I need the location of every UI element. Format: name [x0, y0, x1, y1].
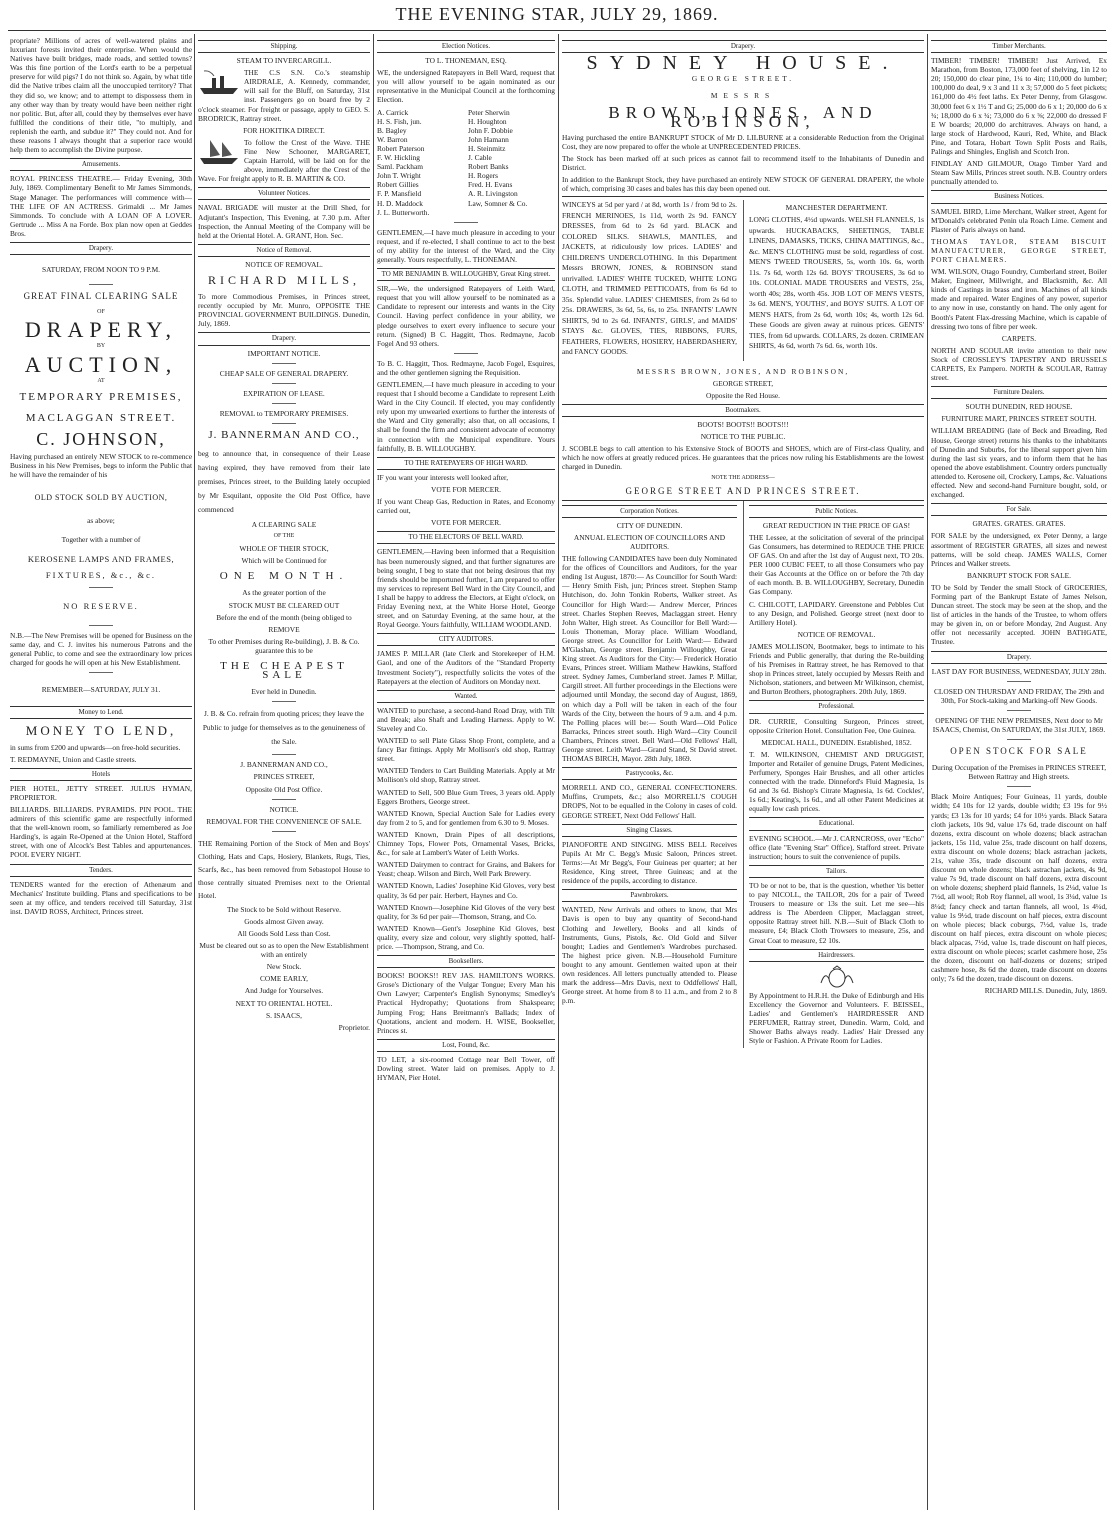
ad-line: A CLEARING SALE	[251, 520, 317, 529]
ad-line: CARPETS.	[1001, 333, 1037, 343]
section-header-removal: Notice of Removal.	[198, 244, 370, 257]
ad-headline-johnson: C. JOHNSON,	[36, 428, 166, 449]
ad-headline: OPEN STOCK FOR SALE	[950, 746, 1088, 757]
section-header-wanted: Wanted.	[377, 690, 555, 703]
ad-headline: STEAM TO INVERCARGILL.	[236, 56, 332, 66]
separator	[454, 353, 478, 354]
ad-body: WE, the undersigned Ratepayers in Bell Ward, request that you will allow yourself to be again nominated as our representative in the Municipal Council at the forthcoming Election.	[377, 68, 555, 105]
ad-body: WILLIAM BREADING (late of Beck and Breading, Red House, George street) returns his thanks to the inhabitants of Dunedin and Suburbs, for the liberal support given him during the last six years, and to inform them that he has opened the above establishment. Country orders punctually attended to. Kerosene oil, Crockery, Lamps, &c. Valuations effected. New and second-hand Furniture bought, sold, or exchanged.	[931, 426, 1107, 500]
ad-headline-brown-jones-robinson: BROWN, JONES, AND ROBINSON,	[608, 103, 878, 132]
ad-line: Opposite Old Post Office.	[245, 784, 323, 794]
ad-headline: TO MR BENJAMIN B. WILLOUGHBY, Great King street.	[377, 268, 555, 281]
separator	[89, 284, 113, 285]
ad-line: New Stock.	[266, 962, 302, 972]
column-divider	[558, 34, 559, 1510]
signatory: F. W. Hickling	[377, 153, 420, 163]
ad-line: AT	[97, 377, 105, 384]
ad-line: GRATES. GRATES. GRATES.	[972, 519, 1066, 529]
ad-line: Ever held in Dunedin.	[251, 687, 317, 697]
ad-line: OLD STOCK SOLD BY AUCTION,	[34, 493, 168, 503]
ad-line: BY	[96, 343, 106, 350]
separator	[272, 403, 296, 404]
editorial-text: propriate? Millions of acres of well-watered plains and luxuriant forests invited their enterprise. When would the Natives have built bridges, made roads, and settled towns? Was this fine portion of the Lord's earth to be a perpetual preserve for wild pigs? I do not think so. Again, by what title did the Native tribes claim all the unoccupied territory? That they did so, we know; and to attempt to dispossess them in any other way than by treaty would have been neither right nor politic. But, after all, could they by themselves ever have fulfilled the conditions of their title, "to multiply, and replenish the earth, and subdue it?" They could not. And for these reasons I always thought that a superior race would help them to accomplish the Divine purpose.	[10, 36, 192, 155]
ad-line: WHOLE OF THEIR STOCK,	[239, 544, 329, 554]
ad-body: MORRELL AND CO., GENERAL CONFECTIONERS. Muffins, Crumpets, &c.; also MORRELL'S COUGH DROPS, Not to be equalled in the Colony in cases of cold. GEORGE STREET, Next Odd Fellows' Hall.	[562, 783, 737, 820]
ad-line: COME EARLY,	[260, 974, 308, 984]
section-header-hotels: Hotels	[10, 768, 192, 781]
separator	[1007, 739, 1031, 740]
section-header-furniture: Furniture Dealers.	[931, 386, 1107, 399]
ad-line: CLOSED ON THURSDAY AND FRIDAY, The 29th and 30th, For Stock-taking and Marking-off New Goods.	[933, 686, 1104, 705]
column-divider	[373, 34, 374, 1510]
ad-body: To B. C. Haggitt, Thos. Redmayne, Jacob Fogel, Esquires, and the other gentlemen signing the Requisition.	[377, 358, 555, 377]
section-header-educational: Educational.	[749, 817, 924, 830]
section-header-shipping: Shipping.	[198, 40, 370, 53]
ad-line: REMEMBER—SATURDAY, JULY 31.	[41, 685, 161, 695]
wanted-ad: WANTED Known—Josephine Kid Gloves of the very best quality, for 3s 6d per pair—Thomson, Strang, and Co.	[377, 902, 555, 921]
signatory: H. Rogers	[468, 171, 498, 181]
wanted-ad: WANTED Dairymen to contract for Grains, and Bakers for Yeast; cheap. Wilson and Birch, Well Park Brewery.	[377, 860, 555, 879]
section-header-lost-found: Lost, Found, &c.	[377, 1039, 555, 1052]
signatory: Robert Banks	[468, 162, 509, 172]
ad-line: EXPIRATION OF LEASE.	[243, 388, 325, 398]
ad-line: STOCK MUST BE CLEARED OUT	[228, 600, 340, 610]
ad-body: SAMUEL BIRD, Lime Merchant, Walker street, Agent for M'Donald's celebrated Penin ula Roach Lime. Cement and Plaster of Paris always on hand.	[931, 206, 1107, 234]
section-header-amusements: Amusements.	[10, 158, 192, 171]
ad-line: CITY OF DUNEDIN.	[616, 520, 683, 530]
wanted-ad: WANTED Tenders to Cart Building Materials. Apply at Mr Mollison's old shop, Rattray street.	[377, 766, 555, 785]
hotel-ad: PIER HOTEL, JETTY STREET. JULIUS HYMAN, PROPRIETOR.	[10, 783, 192, 802]
ad-line: ONE MONTH.	[219, 570, 349, 583]
signatory: Peter Sherwin	[468, 107, 510, 117]
notices-split	[562, 500, 924, 1049]
ad-body: The Stock has been marked off at such prices as cannot fail to recommend itself to the Inhabitants of Dunedin and District.	[562, 153, 924, 172]
ad-body: BOOKS! BOOKS!! REV JAS. HAMILTON'S WORKS. Grose's Dictionary of the Vulgar Tongue; Every Man his Own Lawyer; Carpenter's English Synonyms; Smedley's Practical Hydropathy; Quotations from Shakspeare; Jumping Frog; Hans Breitmann's Ballads; Index of Quotations, ancient and modern. H. WISE, Bookseller, Princes st.	[377, 971, 555, 1035]
ad-line: OF THE	[273, 533, 295, 540]
ad-body: beg to announce that, in consequence of their Lease having expired, they have removed from their late premises, Princes street, to the Building lately occupied by Mr Esquilant, opposite the Old Post Office, have commenced	[198, 449, 370, 514]
section-header-money: Money to Lend.	[10, 706, 192, 719]
ad-line: As the greater portion of the	[242, 588, 326, 598]
section-header-auditors: CITY AUDITORS.	[377, 633, 555, 646]
ad-body: Black Moire Antiques; Four Guineas, 11 yards, double width; £4 10s for 12 yards, double width; £3 19s for 9½ yards; £3 13s for 10 yards; £4 for 10½ yards. Black Satara cloth jackets, 10s 9d, value 17s 6d, trade discount on half dozens, extra discount on whole dozens; black astrachan jackets, 15s 11d, value 25s, trade discount on half dozens, extra discount on whole dozens; black astrachan jackets, 21s, value 35s, trade discount on half dozens, extra discount on whole dozens; black astrachan jackets, 4s 9d, value 7s 9d, trade discount on half dozens, extra discount on whole dozens; shepherd plaid flannels, 1s 2¼d, value 1s 7½d, all wool; Rob Roy flannel, all wool, 1s 3¼d, value 1s 8¼d; fancy check and tartan flannels, all wool, 1s 4¼d, value 1s 9½d, trade discount on half pieces, extra discount on whole pieces; black coburgs, 7½d, value 1s, trade discount on half pieces, extra discount on whole pieces; black alpacas, 7½d, value 1s, trade discount on half pieces, extra discount on whole pieces; scarlet cashmere hose, 25s the dozen, discount on half-dozens or dozens; striped cashmere hose, 8s 6d the dozen, trade discount on dozens only; 7s 6d the dozen, trade discount on dozens.	[931, 792, 1107, 984]
ad-headline: MONEY TO LEND,	[25, 723, 177, 739]
ad-line: Goods almost Given away.	[244, 916, 324, 926]
ad-line: VOTE FOR MERCER.	[430, 518, 501, 528]
column-1	[10, 36, 192, 1508]
ad-line: NO RESERVE.	[63, 600, 139, 611]
section-header-for-sale: For Sale.	[931, 503, 1107, 516]
ad-body: By Appointment to H.R.H. the Duke of Edinburgh and His Excellency the Governor and Volunteers. F. BEISSEL, Ladies' and Gentlemen's HAIRDRESSER AND PERFUMER, Rattray street, Dunedin. Warm, Cold, and Shower Baths always ready. Ladies' Hair Dressed any Style or Fashion. A Private Room for Ladies.	[749, 990, 924, 1046]
ad-body: THOMAS TAYLOR, STEAM BISCUIT MANUFACTURER, GEORGE STREET, PORT CHALMERS.	[931, 236, 1107, 264]
ad-line: Together with a number of	[61, 535, 141, 545]
signatory: H. D. Maddock	[377, 198, 423, 208]
ad-line: MANCHESTER DEPARTMENT.	[785, 203, 888, 213]
separator	[89, 625, 113, 626]
ad-headline: TO THE RATEPAYERS OF HIGH WARD.	[377, 457, 555, 470]
signatory: B. Bagley	[377, 125, 407, 135]
ad-line: BOOTS! BOOTS!! BOOTS!!!	[697, 420, 789, 429]
ad-line: REMOVE	[268, 624, 300, 634]
ad-body: C. CHILCOTT, LAPIDARY. Greenstone and Pebbles Cut to any Design, and Polished. George street (next door to Artillery Hotel).	[749, 599, 924, 627]
column-5	[931, 36, 1107, 1508]
ad-body: J. SCOBLE begs to call attention to his Extensive Stock of BOOTS and SHOES, which are of First-class Quality, and which he now offers at greatly reduced prices. He guarantees that the prices now ruling his Establishments are the lowest charged in Dunedin.	[562, 444, 924, 472]
ad-body: THE Remaining Portion of the Stock of Men and Boys' Clothing, Hats and Caps, Hosiery, Blankets, Rugs, Ties, Scarfs, &c., has been removed from Sebastopol House to those centrally situated Premises next to the Oriental Hotel.	[198, 838, 370, 900]
section-header-professional: Professional.	[749, 700, 924, 713]
ad-body: GENTLEMEN,—Having been informed that a Requisition has been numerously signed, and that further signatures are being sought, I beg to state that not being desirous that my friends should be importuned further, I am prepared to offer my services to represent Bell Ward in the City Council, and I shall be happy to address the Electors, at Eight o'clock, on Friday Evening next, at the White Horse Hotel, George street, and on Saturday Evening, at the same hour, at the Royal George. Yours faithfully, WILLIAM WOODLAND.	[377, 547, 555, 630]
ad-body: NAVAL BRIGADE will muster at the Drill Shed, for Adjutant's Inspection, This Evening, at 7.30 p.m. After Inspection, the Annual Meeting of the Company will be held at the Oriental Hotel. A. GRANT, Hon. Sec.	[198, 203, 370, 240]
ad-signature: RICHARD MILLS. Dunedin, July, 1869.	[984, 986, 1107, 996]
separator	[1007, 710, 1031, 711]
ad-headline: TO L. THONEMAN, ESQ.	[425, 56, 507, 66]
ad-body: THE following CANDIDATES have been duly Nominated for the offices of Councillors and Auditors, for the year ending 1st August, 1870:— As Councillor for South Ward:— Henry Smith Fish, jun; Princes street. Stephen Stamp Hutchison, do. John Tonkin Roberts, Walker street. As Councillor for High Ward:— Andrew Mercer, Princes street. Charles Stephen Reeves, Maclaggan street. Henry John Walter, High street. As Councillor for Bell Ward:— Louis Thoneman, Moray place. William Woodland, George street. As Councillor for Leith Ward:— Edward M'Glashan, George street. Benjamin Willoughby, Great King street. As Auditors for the City:— Frederick Horatio Evans, Princes street. William Mathew Hawkins, Stafford street. Sydney James, Cumberland street. James P. Millar, Cargill street. All further proceedings in the Elections were adjourned until Monday, the second day of August, 1869, on which day a Poll will be taken in each of the four Wards of the City, between the hours of 9 a.m. and 4 p.m. The Polling places will be:— South Ward—Old Police Barracks, Princes street south. High Ward—City Council Chambers, Princes street. Bell Ward—Old Fellows' Hall, George street. Leith Ward—Grand Stand, St David street. THOMAS BIRCH, Mayor. 28th July, 1869.	[562, 554, 737, 764]
ad-body: WINCEYS at 5d per yard / at 8d, worth 1s / from 9d to 2s. FRENCH MERINOES, 1s 11d, worth 2s 9d. FANCY DRESSES, from 6d to 2s 6d yard. BLACK and COLORED SILKS. SHAWLS, MANTLES, and JACKETS, at ridiculously low prices. LADIES' and CHILDREN'S UNDERCLOTHING. In this Department Messrs BROWN, JONES, & ROBINSON stand unrivalled. LADIES' WHITE TUCKED, WHITE LONG CLOTH, and TRIMMED PETTICOATS, from 6s 6d to 35s. Splendid value. LADIES' CHEMISES, from 2s 6d to 25s. DRAWERS, 3s 6d, 5s, 6s, to 25s. INFANTS' LAWN SHIRTS, 9d to 2s 6d. INFANTS', GIRLS', and MAIDS' STAYS &c. GLOVES, TIES, RIBBONS, FURS, FEATHERS, FLOWERS, HOSIERY, HABERDASHERY, and FANCY GOODS.	[562, 200, 737, 357]
section-header-volunteer: Volunteer Notices.	[198, 187, 370, 200]
section-header-bootmakers: Bootmakers.	[562, 404, 924, 417]
ad-body: NORTH AND SCOULAR invite attention to their new Stock of CROSSLEY'S TAPESTRY AND BRUSSELS CARPETS, Ex Pampero. NORTH & SCOULAR, Rattray street.	[931, 345, 1107, 383]
section-header-business: Business Notices.	[931, 190, 1107, 203]
separator	[1007, 681, 1031, 682]
separator	[272, 799, 296, 800]
ad-line: FURNITURE MART, PRINCES STREET SOUTH.	[941, 414, 1097, 424]
section-header-drapery: Drapery.	[10, 242, 192, 255]
royal-crest-icon	[807, 965, 867, 989]
ad-line: PRINCES STREET,	[253, 772, 315, 782]
column-2	[198, 36, 370, 1508]
ad-line: The Stock to be Sold without Reserve.	[227, 904, 341, 914]
ad-line: Before the end of the month (being obliged to	[216, 612, 352, 622]
ad-body: T. M. WILKINSON, CHEMIST AND DRUGGIST, Importer and Retailer of genuine Drugs, Patent Medicines, Perfumery, Sponges Hair Brushes, and all other articles connected with the trade. Dinneford's Fluid Magnesia, 1s 6d and 3s 6d. Bishop's Citrate Magnesia, 1s 6d. Cockles', 1s 6d.; Keating's, 1s 6d., and all other Patent Medicines at equally low cash prices.	[749, 749, 924, 814]
signatory-list	[377, 108, 555, 217]
ad-line: THE CHEAPEST SALE	[220, 660, 348, 682]
separator	[272, 754, 296, 755]
ad-body: JAMES P. MILLAR (late Clerk and Storekeeper of H.M. Gaol, and one of the Auditors of the "Standard Property Investment Society"), respectfully solicits the votes of the Ratepayers at the election of Auditors on Monday next.	[377, 649, 555, 686]
ad-line: FIXTURES, &c., &c.	[45, 569, 157, 580]
ad-line: GEORGE STREET AND PRINCES STREET.	[625, 485, 861, 496]
ad-headline: GREAT FINAL CLEARING SALE	[23, 291, 179, 302]
ad-body: If you want Cheap Gas, Reduction in Rates, and Economy carried out,	[377, 497, 555, 516]
separator	[272, 423, 296, 424]
section-header-public: Public Notices.	[749, 505, 924, 518]
ad-line: LAST DAY FOR BUSINESS, WEDNESDAY, JULY 28th.	[931, 666, 1107, 676]
signatory: Law, Somner & Co.	[468, 198, 528, 208]
ad-line: OF	[97, 309, 105, 316]
ad-body: To more Commodious Premises, in Princes street, recently occupied by Mr. Munro, OPPOSITE THE PROVINCIAL GOVERNMENT BUILDINGS. Dunedin, July, 1869.	[198, 292, 370, 329]
ad-line: J. B. & Co. refrain from quoting prices; they leave the Public to judge for themselves as to the genuineness of the Sale.	[202, 709, 366, 747]
section-header-singing: Singing Classes.	[562, 824, 737, 837]
top-rule	[8, 30, 1106, 31]
signatory: John F. Dobbie	[468, 125, 513, 135]
section-header-hairdressers: Hairdressers.	[749, 949, 924, 962]
ad-line: MESSRS	[710, 91, 776, 101]
wanted-ad: WANTED to purchase, a second-hand Road Dray, with Tilt and Break; also Shaft and Leading Harness. Apply to W. Staveley and Co.	[377, 705, 555, 733]
wanted-ad: WANTED to Sell, 500 Blue Gum Trees, 3 years old. Apply Eggers Brothers, George street.	[377, 787, 555, 806]
wanted-ad: WANTED Known—Gent's Josephine Kid Gloves, best quality, every size and colour, very slightly spotted, half-price. —Thompson, Strang, and Co.	[377, 923, 555, 951]
ad-body: FINDLAY AND GILMOUR, Otago Timber Yard and Steam Saw Mills, Princes street south. N.B. Country orders punctually attended to.	[931, 159, 1107, 187]
ad-body: JAMES MOLLISON, Bootmaker, begs to intimate to his Friends and Public generally, that during the Re-building of his Premises in Rattray street, he has Removed to that shop in Princes street, lately occupied by Messrs Reith and Nicholson, stationers, and between Mr Wilkinson, chemist, and Burton Brothers, photographers. 20th July, 1869.	[749, 641, 924, 697]
separator	[272, 363, 296, 364]
ad-line: GEORGE STREET,	[712, 378, 774, 388]
ad-line: Opposite the Red House.	[706, 390, 780, 400]
ad-line: TEMPORARY PREMISES,	[19, 390, 183, 403]
ad-body: N.B.—The New Premises will be opened for Business on the same day, and C. J. invites his numerous Patrons and the general Public, to come and see the extraordinary low prices charged for goods he will open at his New Establishment.	[10, 630, 192, 668]
separator	[272, 701, 296, 702]
ad-line: MESSRS BROWN, JONES, AND ROBINSON,	[636, 366, 850, 376]
ad-line: NOTICE OF REMOVAL.	[797, 629, 876, 639]
ad-headline-auction: AUCTION,	[24, 351, 178, 377]
ad-headline: J. BANNERMAN AND CO.,	[208, 428, 360, 441]
ad-line: REMOVAL to TEMPORARY PREMISES.	[219, 408, 349, 418]
ad-body: In addition to the Bankrupt Stock, they have purchased an entirely NEW STOCK OF GENERAL DRAPERY, the whole of which, comprising 30 cases and bales has this day been opened out.	[562, 174, 924, 194]
ad-line: OPENING OF THE NEW PREMISES, Next door to Mr ISAACS, Chemist, On SATURDAY, the 31st JULY, 1869.	[932, 715, 1106, 734]
column-3	[377, 36, 555, 1508]
ad-body: WM. WILSON, Otago Foundry, Cumberland street, Boiler Maker, Engineer, Millwright, and Blacksmith, &c. All kinds of Castings in brass and iron. Machines of all kinds made and repaired. Water Engines of any power, superior to any now in use, constantly on hand. The only agent for Booth's Patent Flax-dressing Machine, which is capable of dressing two tons of fibre per week.	[931, 267, 1107, 331]
section-header-timber: Timber Merchants.	[931, 40, 1107, 53]
ad-body: GENTLEMEN,—I have much pleasure in acceding to your request that I should become a Candidate to represent Leith Ward in the City Council. If elected, you may confidently rely upon my unwearied exertions to further the interests of the Ward and City generally; also that, on all occasions, I shall be found the firm and consistent advocate of economy in connection with the Municipal expenditure. Yours faithfully, B. B. WILLOUGHBY.	[377, 380, 555, 453]
separator	[454, 222, 478, 223]
ad-body: in sums from £200 and upwards—on free-hold securities.	[10, 742, 181, 752]
ad-body: LONG CLOTHS, 4½d upwards. WELSH FLANNELS, 1s upwards. HUCKABACKS, SHEETINGS, TABLE LINENS, DAMASKS, TICKS, CHINA MATTINGS, &c., &c. MEN'S CLOTHING must be sold, regardless of cost. MEN'S TWEED TROUSERS, 5s, worth 10s. 6s, worth 11s. 7s 6d, worth 12s 6d. BOYS' TROUSERS, 3s 6d to 10s. COLONIAL MADE TROUSERS and VESTS, 25s, worth 40s; 28s, worth 45s. JOB LOT OF MEN'S VESTS, 3s 6d. MEN'S, YOUTHS', and BOYS' SUITS. A LOT OF MEN'S HATS, from 2s 6d, worth 10s; 4s, worth 12s 6d. These Goods are given away at ruinous prices. GENTS' TIES, from 6d upwards. COLLARS, 2s dozen. CRIMEAN SHIRTS, 4s 6d, worth 7s 6d. 6s, worth 10s.	[749, 215, 924, 351]
ad-headline: FOR HOKITIKA DIRECT.	[243, 125, 325, 135]
ad-body: EVENING SCHOOL.—Mr J. CARNCROSS, over "Echo" office (late "Evening Star" Office), Stafford street. Private instruction; hours to suit the convenience of pupils.	[749, 833, 924, 861]
ad-body: THE Lessee, at the solicitation of several of the principal Gas Consumers, has determined to REDUCE THE PRICE OF GAS. On and after the 1st day of August next, TO 20s. PER 1000 CUBIC FEET, to all those Consumers who pay their Gas Accounts at the Office on or before the 7th day of each month. B. B. WILLOUGHBY, Secretary, Dunedin Gas Company.	[749, 532, 924, 597]
ad-line: KEROSENE LAMPS AND FRAMES,	[27, 553, 175, 564]
ad-body: SIR,—We, the undersigned Ratepayers of Leith Ward, request that you will allow yourself to be nominated as a Candidate to represent our interests and wants in the City Council. Having perfect confidence in your ability, we pledge ourselves to exert every influence to secure your return. (Signed) B C. Haggitt, Thos. Redmayne, Jacob Fogel And 93 others.	[377, 284, 555, 348]
ad-line: S. ISAACS,	[266, 1010, 302, 1020]
ad-body: Having purchased the entire BANKRUPT STOCK of Mr D. LILBURNE at a considerable Reduction from the Original Cost, they are now prepared to offer the whole at UNPRECEDENTED PRICES.	[562, 132, 924, 151]
ad-line: NOTICE OF REMOVAL.	[245, 259, 323, 269]
ad-body: GENTLEMEN,—I have much pleasure in acceding to your request, and if re-elected, I shall continue to act to the best of my ability for the interest of the Ward, and the City generally. Yours respectfully, L. THONEMAN.	[377, 227, 555, 264]
separator	[89, 672, 113, 673]
signatory: Saml. Packham	[377, 162, 423, 172]
wanted-ad: WANTED Known, Drain Pipes of all descriptions, Chimney Tops, Flower Pots, Ornamental Vases, Bricks, &c., for sale at Lambert's Water of Leith Works.	[377, 829, 555, 858]
signatory: J. Cable	[468, 153, 492, 163]
wanted-ad: WANTED to sell Plate Glass Shop Front, complete, and a fancy Bar fittings. Apply Mr Mollison's old shop, Rattray street.	[377, 736, 555, 764]
ad-line: as above;	[87, 516, 115, 526]
ad-line: GREAT REDUCTION IN THE PRICE OF GAS!	[762, 520, 911, 530]
signatory: A. R. Livingston	[468, 189, 518, 199]
tenders-ad: TENDERS wanted for the erection of Athenæum and Mechanics' Institute building. Plans and specifications to be seen at my office, and tenders received till Saturday, 31st inst. DAVID ROSS, Architect, Princes street.	[10, 879, 192, 916]
column-divider	[194, 34, 195, 1510]
ad-line: To other Premises during Re-building), J. B. & Co. guarantee this to be	[208, 636, 360, 655]
column-4	[562, 36, 924, 1508]
ad-line: VOTE FOR MERCER.	[430, 484, 501, 494]
ad-body: IF you want your interests well looked after,	[377, 472, 509, 482]
signatory: W. Barron	[377, 134, 408, 144]
ad-body: Having purchased an entirely NEW STOCK to re-commence Business in his New Premises, begs to inform the Public that he will have the remainder of his	[10, 452, 192, 480]
ad-line: NOTICE TO THE PUBLIC.	[700, 432, 786, 442]
ad-body: PIANOFORTE AND SINGING. MISS BELL Receives Pupils At Mr C. Begg's Music Saloon, Princes street. Terms:—At Mr Begg's, Four Guineas per quarter; at her Residence, King street, Three Guineas; and at the residence of the pupils, according to distance.	[562, 839, 737, 886]
ad-body: WANTED, New Arrivals and others to know, that Mrs Davis is open to buy any quantity of Second-hand Clothing and Jewellery, Books and all kinds of Instruments, Guns, Pistols, &c. Old Gold and Silver bought; Ladies and Gentlemen's Wardrobes purchased. The highest price given. N.B.—Household Furniture bought to any amount. Gentlemen waited upon at their own residences. All letters punctually attended to. Please mark the address—Mrs Davis, next to Oddfellows' Hall, George street. At home from 8 to 11 a.m., and from 2 to 8 p.m.	[562, 905, 737, 1006]
ad-body: To follow the Crest of the Wave. THE Fine New Schooner, MARGARET, Captain Harrold, will be laid on for the above, immediately after the Crest of the Wave. For freight apply to R. B. MARTIN & CO.	[198, 137, 370, 184]
schooner-icon	[198, 138, 240, 166]
ad-line: BANKRUPT STOCK FOR SALE.	[966, 570, 1072, 580]
ad-line: REMOVAL FOR THE CONVENIENCE OF SALE.	[206, 816, 362, 826]
section-header-drapery: Drapery.	[198, 332, 370, 345]
signatory: John Hamann	[468, 134, 509, 144]
ad-line: NEXT TO ORIENTAL HOTEL.	[235, 998, 333, 1008]
ad-line: During Occupation of the Premises in PRINCES STREET, Between Rattray and High streets.	[931, 763, 1107, 782]
ad-line: SOUTH DUNEDIN, RED HOUSE.	[965, 402, 1073, 412]
masthead: THE EVENING STAR, JULY 29, 1869.	[395, 4, 719, 24]
ad-line: MEDICAL HALL, DUNEDIN. Established, 1852.	[761, 737, 912, 747]
section-header-pastrycooks: Pastrycooks, &c.	[562, 767, 737, 780]
section-header-election: Election Notices.	[377, 40, 555, 53]
ad-line: J. BANNERMAN AND CO.,	[240, 760, 328, 770]
separator	[272, 831, 296, 832]
ad-line: ANNUAL ELECTION OF COUNCILLORS AND AUDITORS.	[573, 532, 726, 551]
section-header-drapery: Drapery.	[562, 40, 924, 53]
ad-line: GEORGE STREET.	[691, 74, 795, 84]
separator	[1007, 786, 1031, 787]
signatory: J. L. Butterworth.	[377, 207, 430, 217]
ad-headline: RICHARD MILLS,	[207, 272, 360, 287]
signatory: Robert Gillies	[377, 180, 419, 190]
section-header-corporation: Corporation Notices.	[562, 505, 737, 518]
ad-line: NOTE THE ADDRESS—	[711, 475, 775, 482]
ad-line: NOTICE.	[269, 804, 299, 814]
ad-body: DR. CURRIE, Consulting Surgeon, Princes street, opposite Criterion Hotel. Consultation Fee, One Guinea.	[749, 716, 924, 735]
section-header-pawnbrokers: Pawnbrokers.	[562, 889, 737, 902]
ad-headline: TO THE ELECTORS OF BELL WARD.	[377, 531, 555, 544]
ad-body: THE C.S S.N. Co.'s steamship AIRDRALE, A. Kennedy, commander, will sail for the Bluff, on Saturday, 31st inst. Passengers go on board free by 2 o'clock steamer. For freight or passage, apply to GEO. S. BRODRICK, Rattray street.	[198, 68, 370, 123]
ad-line: IMPORTANT NOTICE.	[247, 348, 321, 358]
ad-body: TO be or not to be, that is the question, whether 'tis better to pay NICOLL, the TAILOR, 20s for a pair of Tweed Trousers to measure or 13s the suit. Let me see—his address is The Aberdeen Clipper, Maclaggan street, opposite Rattray street hill. N.B.—Suit of Black Cloth to measure, £4; Black Cloth Trowsers to measure, 25s, and Great Coat to measure, £2 10s.	[749, 880, 924, 945]
ad-line: All Goods Sold Less than Cost.	[237, 928, 331, 938]
billiards-ad: BILLIARDS. BILLIARDS. PYRAMIDS. PIN POOL. THE admirers of this scientific game are respectfully informed that the well-known room, so familiarly remembered as Joe Harding's, is again Re-Opened at the Union Hotel, Stafford street, with one of Alcock's Best Tables and appurtenances. POOL EVERY NIGHT.	[10, 804, 192, 860]
theatre-ad: ROYAL PRINCESS THEATRE.— Friday Evening, 30th July, 1869. Complimentary Benefit to Mr James Simmonds, Stage Manager. The performances will commence with— THE LIFE OF AN ACTRESS. Grimaldi ... Mr James Simmonds. To conclude with A LOAN OF A LOVER. Gertrude ... Miss A na Forde. Box plan now open at Geddes Bros.	[10, 174, 192, 238]
steamship-icon	[198, 68, 240, 96]
signatory: John T. Wright	[377, 171, 421, 181]
ad-line: And Judge for Yourselves.	[244, 986, 324, 996]
ad-headline-sydney-house: SYDNEY HOUSE.	[586, 52, 900, 75]
ad-line: CHEAP SALE OF GENERAL DRAPERY.	[219, 368, 349, 378]
wanted-ad: WANTED Known, Special Auction Sale for Ladies every day from 2 to 5, and for gentlemen from 6.30 to 9. Moses.	[377, 808, 555, 827]
section-header-drapery: Drapery.	[931, 651, 1107, 664]
column-divider	[927, 34, 928, 1510]
wanted-ad: WANTED Known, Ladies' Josephine Kid Gloves, very best quality, 3s 6d per pair. Herbert, Haynes and Co.	[377, 881, 555, 900]
separator	[272, 383, 296, 384]
ad-signature: T. REDMAYNE, Union and Castle streets.	[10, 754, 137, 764]
ad-body: TIMBER! TIMBER! TIMBER! Just Arrived, Ex Marathon, from Boston, 173,000 feet of shelving, 1in 12 to 20; 150,000 do clear pine, 1¼ to 4in; 110,000 do lumber; 100,000 do deal, 9 x 3 and 11 x 3; 57,000 do 5 feet pickets; 161,000 do 4½ feet laths. Ex Peter Denny, from Glasgow. 30,000 feet 6 x 1½ T and G; 25,000 do 6 x 1; 20,000 do 6 x ¾; 18,000 do 6 x ¾; 73,000 do 6 x ⅝; 22,000 do dressed F E W boards; 20,000 do architraves. Always on hand, a large stock of Hardwood, Kauri, Red, White, and Black Pine, and Totara, Hobart Town Split Posts and Rails, Palings and Shingles, English and Scotch Iron.	[931, 56, 1107, 157]
section-header-tenders: Tenders.	[10, 864, 192, 877]
price-lists	[562, 196, 924, 361]
signatory: H. S. Fish, jun.	[377, 116, 422, 126]
ad-body: TO be Sold by Tender the small Stock of GROCERIES, Forming part of the Bankrupt Estate of James Nelson, Duncan street. The stock may be seen at the shop, and the list of articles in the hands of the Trustee, to whom offers may be given in, on or before Monday, 2nd August. Any offer not necessarily accepted. JOHN BATHGATE, Trustee.	[931, 582, 1107, 647]
ad-signature: Proprietor.	[338, 1022, 370, 1032]
separator	[89, 587, 113, 588]
signatory: A. Carrick	[377, 107, 409, 117]
ad-line: Which will be Continued for	[241, 556, 327, 566]
section-header-tailors: Tailors.	[749, 865, 924, 878]
signatory: Fred. H. Evans	[468, 180, 513, 190]
ad-body: TO LET, a six-roomed Cottage near Bell Tower, off Dowling street. Water laid on premises. Apply to J. HYMAN, Pier Hotel.	[377, 1054, 555, 1083]
ad-body: FOR SALE by the undersigned, ex Peter Denny, a large assortment of REGISTER GRATES, all sizes and newest patterns, will be sold cheap. JAMES WALLS, Corner Princes and Walker streets.	[931, 531, 1107, 568]
ad-line: SATURDAY, FROM NOON TO 9 P.M.	[41, 265, 160, 275]
signatory: F. P. Mansfield	[377, 189, 422, 199]
signatory: Robert Paterson	[377, 143, 425, 153]
ad-line: Must be cleared out so as to open the New Establishment with an entirely	[199, 941, 369, 960]
ad-headline-drapery: DRAPERY,	[24, 317, 178, 343]
signatory: H. Steinmitz	[468, 143, 506, 153]
signatory: H. Houghton	[468, 116, 507, 126]
ad-line: MACLAGGAN STREET.	[25, 411, 177, 424]
section-header-booksellers: Booksellers.	[377, 955, 555, 968]
